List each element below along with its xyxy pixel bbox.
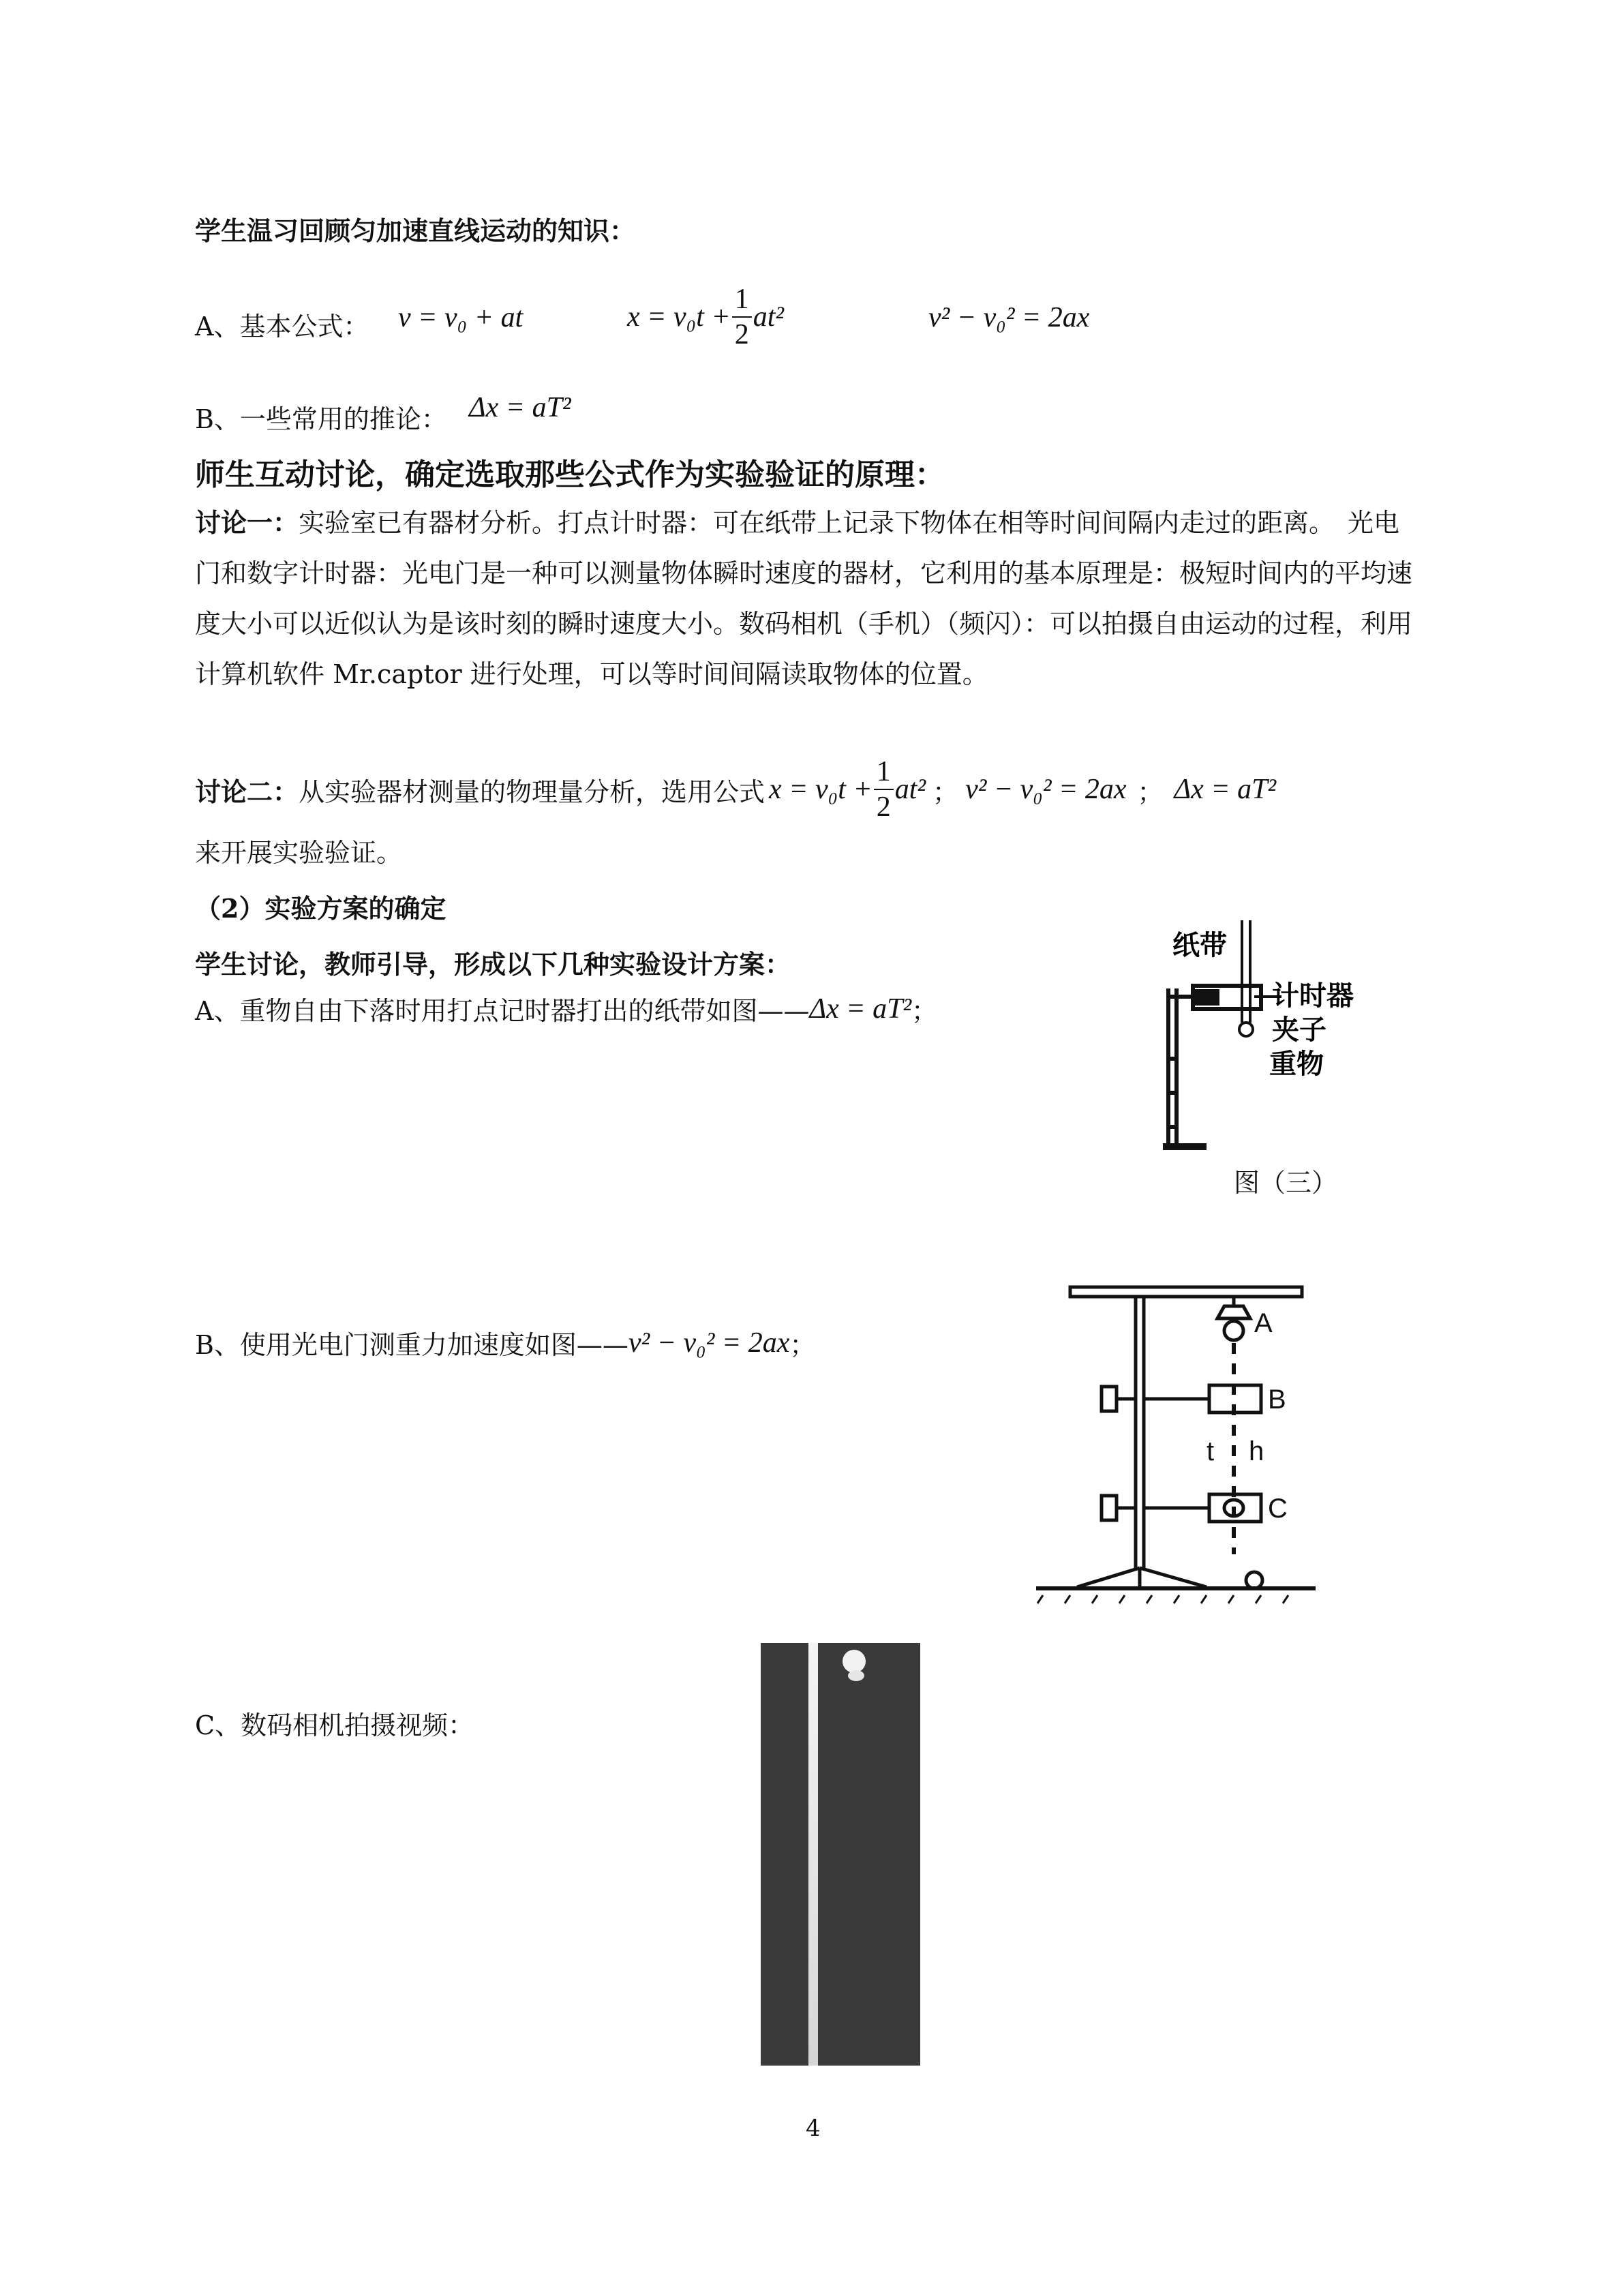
- photogate-figure: [1029, 1268, 1329, 1609]
- plan-a-text: A、重物自由下落时用打点记时器打出的纸带如图——: [195, 996, 810, 1026]
- hatch: [1065, 1595, 1070, 1603]
- fraction-half: [732, 285, 752, 349]
- discussion-two-fraction-den: 2: [876, 791, 891, 823]
- label-b: B: [1268, 1385, 1286, 1415]
- hatch: [1119, 1595, 1125, 1603]
- discussion-one-lead: 讨论一：: [195, 507, 299, 538]
- discussion-two-sep1: ；: [932, 776, 959, 807]
- label-clip: 夹子: [1272, 1014, 1326, 1046]
- discussion-one-text: 实验室已有器材分析。打点计时器：可在纸带上记录下物体在相等时间间隔内走过的距离。 光电门和数字计时器：光电门是一种可以测量物体瞬时速度的器材，它利用的基本原理是：极短时间内的平均速度大小可以近似认为是该时刻的瞬时速度大小。数码相机（手机）（频闪）：可以拍摄自由运动的过程，利用计算机软件 Mr.captor 进行处理，可以等时间间隔读取物体的位置。: [195, 508, 1413, 689]
- review-heading: 学生温习回顾匀加速直线运动的知识：: [195, 215, 636, 246]
- ground-ball: [1246, 1572, 1262, 1588]
- hatch: [1256, 1595, 1261, 1603]
- discussion-two-formula1-right: at²: [894, 774, 926, 805]
- discussion-two-lead: 讨论二：: [195, 776, 299, 807]
- plan-c-text: C、数码相机拍摄视频：: [195, 1710, 474, 1740]
- gate-b-clamp: [1102, 1387, 1117, 1411]
- formula-velocity-squared: v² − v₀² = 2ax: [928, 302, 1090, 333]
- hatch: [1037, 1595, 1043, 1603]
- hatch: [1147, 1595, 1152, 1603]
- plan-b: [195, 1324, 815, 1361]
- label-weight: 重物: [1269, 1048, 1324, 1080]
- discussion-two-formula3: Δx = aT²: [1174, 774, 1277, 805]
- clip: [1239, 1023, 1253, 1036]
- falling-ball-image-trail: [848, 1670, 864, 1681]
- label-c: C: [1268, 1494, 1288, 1524]
- fraction-denominator: 2: [734, 319, 749, 350]
- formula-velocity: v = v₀ + at: [398, 302, 524, 333]
- timer-block: [1197, 991, 1217, 1003]
- hatch: [1092, 1595, 1097, 1603]
- formula-delta-x: Δx = aT²: [469, 392, 571, 423]
- discussion-one: [195, 498, 1422, 699]
- gate-c-clamp: [1102, 1496, 1117, 1520]
- discussion-two: [195, 749, 1276, 830]
- corollary-label: B、一些常用的推论：: [195, 404, 447, 434]
- release-mechanism: [1217, 1297, 1250, 1318]
- figure-three-caption: 图（三）: [1234, 1168, 1338, 1198]
- pole-tick: [1168, 1091, 1177, 1095]
- top-bar: [1070, 1287, 1302, 1297]
- discussion-heading: 师生互动讨论，确定选取那些公式作为实验验证的原理：: [195, 457, 945, 492]
- label-t: t: [1207, 1436, 1215, 1466]
- plan-a-end: ；: [911, 996, 938, 1026]
- discussion-two-tail: 来开展实验验证。: [195, 838, 403, 868]
- plan-a: [195, 990, 937, 1027]
- strobe-photo: [761, 1643, 920, 2066]
- page-number: 4: [806, 2115, 821, 2142]
- measuring-scale: [808, 1643, 818, 2066]
- plan-b-formula: v² − v₀² = 2ax: [628, 1327, 790, 1359]
- plan-b-end: ；: [789, 1330, 816, 1360]
- formula-displacement: [627, 280, 784, 354]
- plan-b-text: B、使用光电门测重力加速度如图——: [195, 1330, 628, 1360]
- hatch: [1228, 1595, 1234, 1603]
- label-h: h: [1249, 1436, 1264, 1466]
- pole-tick: [1168, 1125, 1177, 1129]
- tripod-legs: [1077, 1568, 1207, 1587]
- formula-displacement-right: at²: [753, 301, 785, 333]
- discussion-two-sep2: ；: [1137, 776, 1164, 807]
- hatch: [1201, 1595, 1207, 1603]
- discussion-two-fraction-num: 1: [874, 757, 894, 790]
- plans-heading: 学生讨论，教师引导，形成以下几种实验设计方案：: [195, 949, 791, 980]
- ticker-timer-figure: [1118, 920, 1404, 1166]
- discussion-two-text: 从实验器材测量的物理量分析，选用公式: [299, 776, 765, 807]
- hatch: [1174, 1595, 1179, 1603]
- plan-a-formula: Δx = aT²: [809, 993, 912, 1025]
- label-tape: 纸带: [1172, 930, 1227, 961]
- ball: [1224, 1321, 1243, 1340]
- section-title: （2）实验方案的确定: [195, 893, 446, 924]
- pole-tick: [1168, 1057, 1177, 1061]
- falling-ball-image: [843, 1650, 866, 1673]
- fraction-numerator: 1: [732, 285, 752, 318]
- basic-formula-label: A、基本公式：: [195, 312, 369, 342]
- label-timer: 计时器: [1272, 980, 1354, 1012]
- formula-displacement-left: x = v₀t +: [627, 301, 731, 333]
- discussion-two-formula1-left: x = v₀t +: [769, 774, 873, 805]
- discussion-two-formula2: v² − v₀² = 2ax: [965, 774, 1127, 805]
- label-a: A: [1254, 1308, 1273, 1338]
- discussion-two-fraction: [874, 757, 894, 821]
- hatch: [1283, 1595, 1288, 1603]
